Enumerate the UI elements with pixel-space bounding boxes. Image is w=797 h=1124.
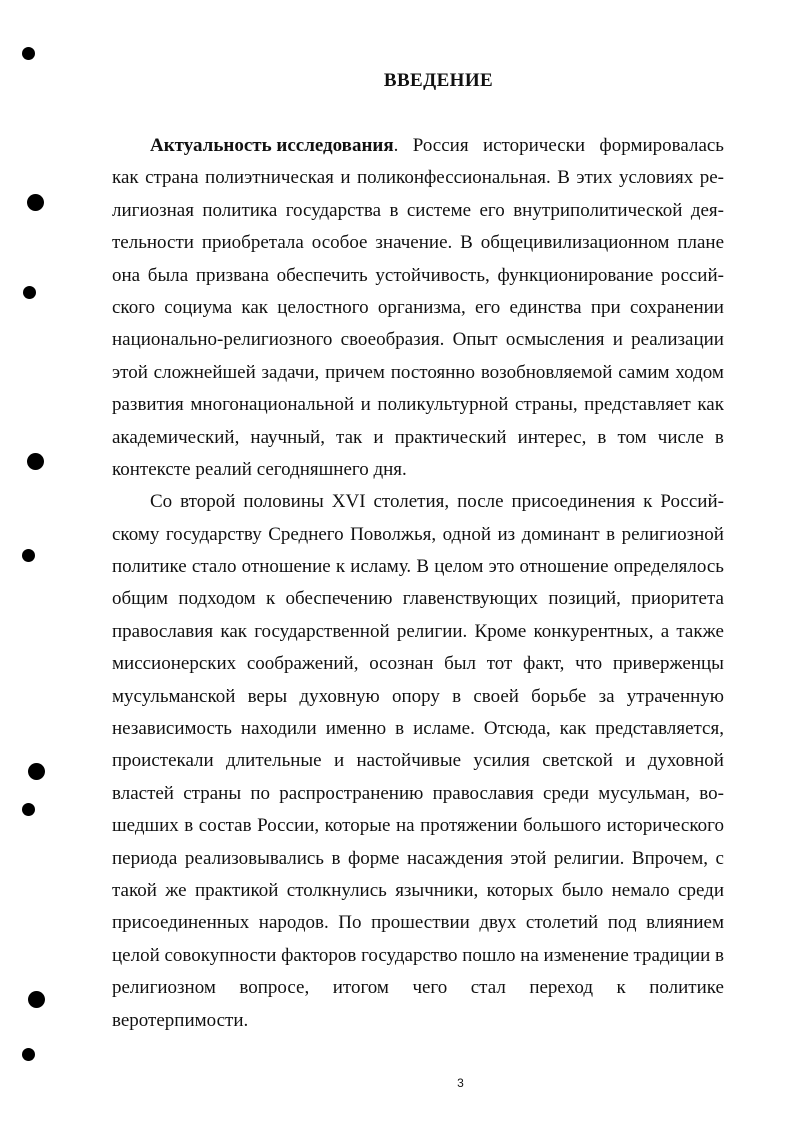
text-line: тельности приобретала особое значение. В общецивилизационном плане <box>112 232 724 254</box>
text-line: развития многонациональной и поликультурной страны, представляет как <box>112 394 724 416</box>
page-number: 3 <box>457 1076 464 1090</box>
binder-hole <box>22 803 35 816</box>
binder-hole <box>23 286 36 299</box>
text-line: властей страны по распространению православия среди мусульман, во- <box>112 782 724 804</box>
text-line: целой совокупности факторов государство пошло на изменение традиции в <box>112 944 724 966</box>
text-line: миссионерских соображений, осознан был тот факт, что приверженцы <box>112 653 724 675</box>
text-line: православия как государственной религии. Кроме конкурентных, а также <box>112 620 724 642</box>
text-line: периода реализовывались в форме насаждения этой религии. Впрочем, с <box>112 847 724 869</box>
binder-hole <box>27 453 44 470</box>
text-line: независимость находили именно в исламе. Отсюда, как представляется, <box>112 718 724 740</box>
bold-lead: Актуальность исследования <box>150 135 394 156</box>
binder-hole <box>22 47 35 60</box>
text-line: она была призвана обеспечить устойчивость, функционирование россий- <box>112 264 724 286</box>
text-line: такой же практикой столкнулись язычники, которых было немало среди <box>112 879 724 901</box>
section-title: ВВЕДЕНИЕ <box>383 70 494 91</box>
text-line: Со второй половины XVI столетия, после присоединения к Россий- <box>150 491 724 513</box>
text-line: общим подходом к обеспечению главенствующих позиций, приоритета <box>112 588 724 610</box>
text-line: шедших в состав России, которые на протяжении большого исторического <box>112 815 724 837</box>
text-line: национально-религиозного своеобразия. Опыт осмысления и реализации <box>112 329 724 351</box>
text-line: лигиозная политика государства в системе его внутриполитической дея- <box>112 199 724 221</box>
text-line: проистекали длительные и настойчивые усилия светской и духовной <box>112 750 724 772</box>
text-line: как страна полиэтническая и поликонфессиональная. В этих условиях ре- <box>112 167 724 189</box>
text-line: ского социума как целостного организма, его единства при сохранении <box>112 296 724 318</box>
text-line: этой сложнейшей задачи, причем постоянно возобновляемой самим ходом <box>112 361 724 383</box>
text-line: контексте реалий сегодняшнего дня. <box>112 458 407 480</box>
text-line: Актуальность исследования. Россия исторически формировалась <box>112 130 724 162</box>
text-line: религиозном вопросе, итогом чего стал переход к политике <box>112 977 724 999</box>
binder-hole <box>27 194 44 211</box>
text-line: скому государству Среднего Поволжья, одной из доминант в религиозной <box>112 523 724 545</box>
body-text <box>112 130 724 1037</box>
binder-hole <box>28 763 45 780</box>
binder-hole <box>22 549 35 562</box>
text-line: веротерпимости. <box>112 1009 249 1031</box>
binder-hole <box>28 991 45 1008</box>
text-line: присоединенных народов. По прошествии двух столетий под влиянием <box>112 912 724 934</box>
binder-hole <box>22 1048 35 1061</box>
text-line: мусульманской веры духовную опору в своей борьбе за утраченную <box>112 685 724 707</box>
text-line: политике стало отношение к исламу. В целом это отношение определялось <box>112 556 724 578</box>
text-line: академический, научный, так и практический интерес, в том числе в <box>112 426 724 448</box>
